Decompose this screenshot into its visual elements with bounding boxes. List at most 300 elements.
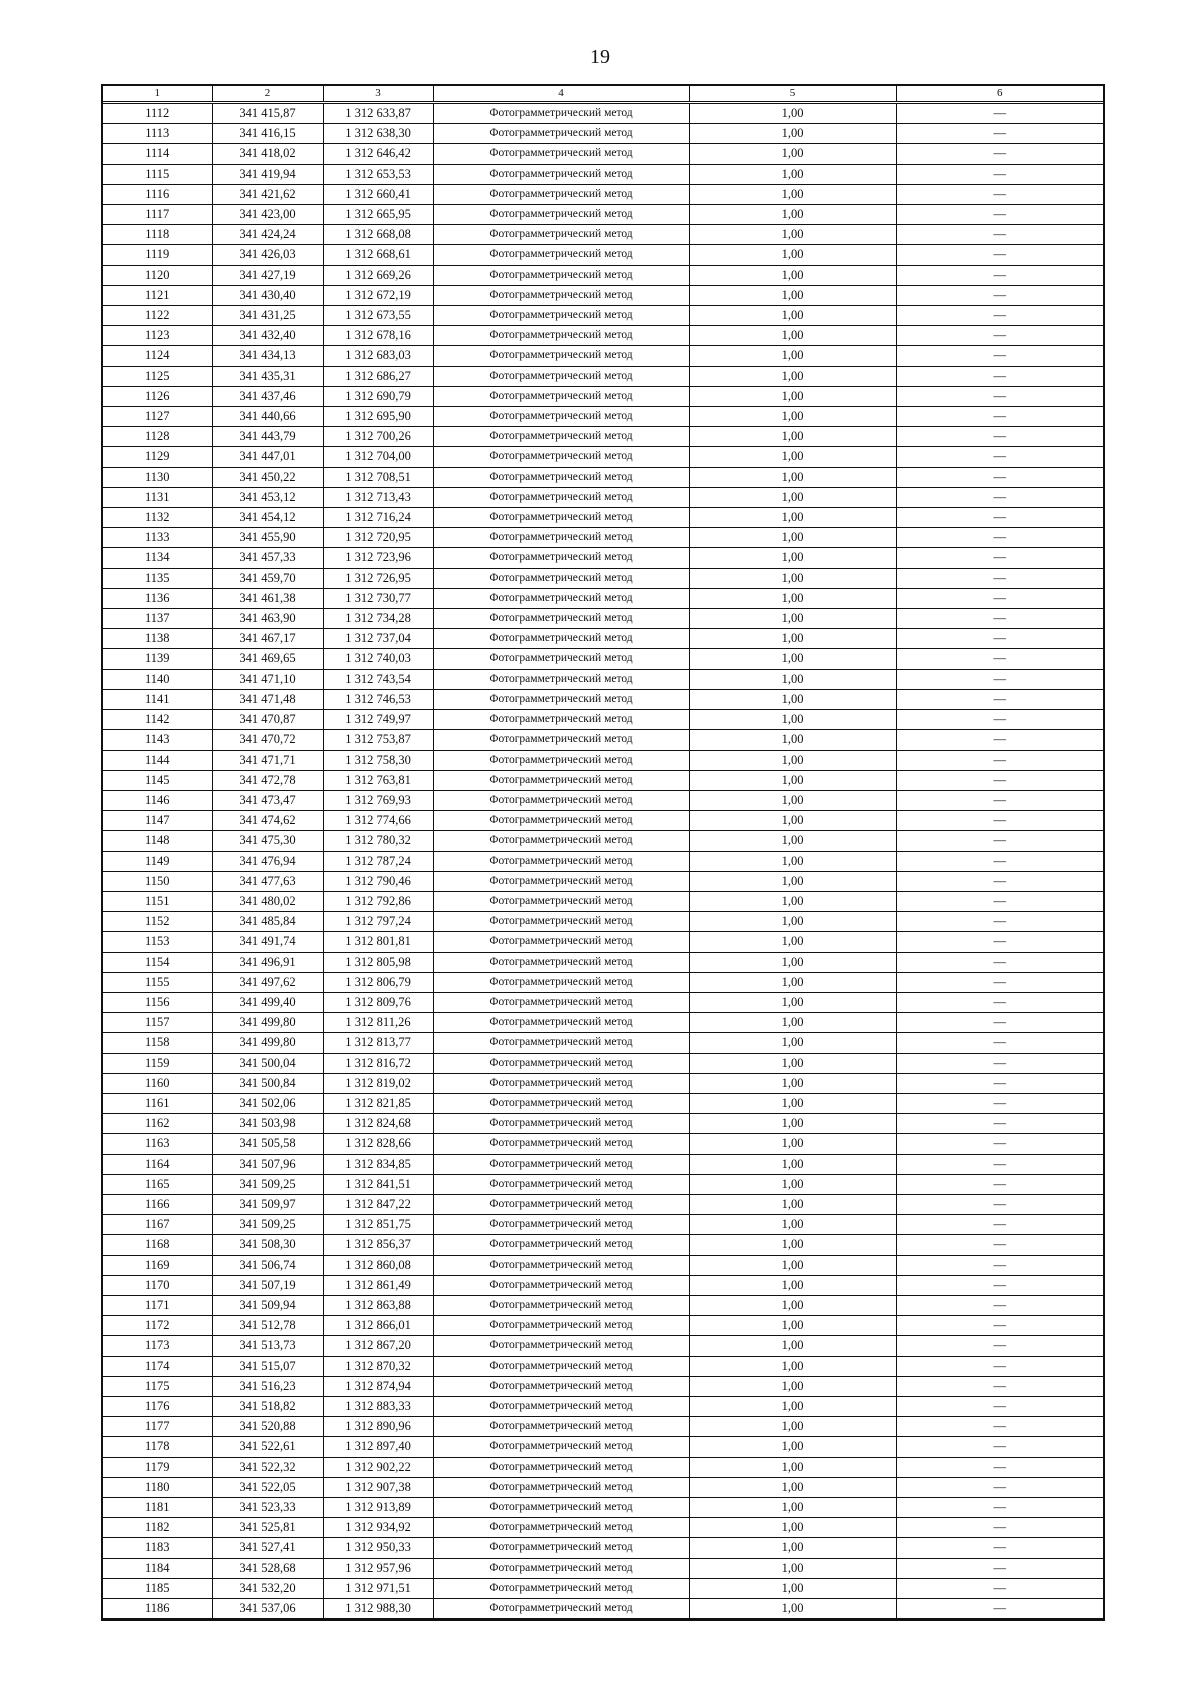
point-number-cell: 1182 (103, 1518, 212, 1538)
accuracy-cell: 1,00 (689, 1376, 896, 1396)
table-row (103, 629, 1103, 649)
table-row (103, 447, 1103, 467)
y-coordinate-cell: 1 312 763,81 (323, 770, 433, 790)
point-number-cell: 1155 (103, 972, 212, 992)
point-number-cell: 1130 (103, 467, 212, 487)
accuracy-cell: 1,00 (689, 770, 896, 790)
note-cell: — (896, 265, 1103, 285)
x-coordinate-cell: 341 500,84 (212, 1073, 323, 1093)
accuracy-cell: 1,00 (689, 912, 896, 932)
note-cell: — (896, 366, 1103, 386)
point-number-cell: 1140 (103, 669, 212, 689)
y-coordinate-cell: 1 312 809,76 (323, 992, 433, 1012)
accuracy-cell: 1,00 (689, 124, 896, 144)
accuracy-cell: 1,00 (689, 1558, 896, 1578)
accuracy-cell: 1,00 (689, 851, 896, 871)
table-row (103, 326, 1103, 346)
y-coordinate-cell: 1 312 633,87 (323, 103, 433, 124)
table-row (103, 811, 1103, 831)
point-number-cell: 1161 (103, 1093, 212, 1113)
point-number-cell: 1114 (103, 144, 212, 164)
y-coordinate-cell: 1 312 665,95 (323, 205, 433, 225)
point-number-cell: 1185 (103, 1578, 212, 1598)
point-number-cell: 1126 (103, 386, 212, 406)
accuracy-cell: 1,00 (689, 1174, 896, 1194)
note-cell: — (896, 1275, 1103, 1295)
accuracy-cell: 1,00 (689, 831, 896, 851)
method-cell: Фотограмметрический метод (433, 1053, 689, 1073)
y-coordinate-cell: 1 312 950,33 (323, 1538, 433, 1558)
table-row (103, 407, 1103, 427)
method-cell: Фотограмметрический метод (433, 1477, 689, 1497)
y-coordinate-cell: 1 312 847,22 (323, 1194, 433, 1214)
method-cell: Фотограмметрический метод (433, 1316, 689, 1336)
y-coordinate-cell: 1 312 686,27 (323, 366, 433, 386)
note-cell: — (896, 932, 1103, 952)
table-row (103, 689, 1103, 709)
note-cell: — (896, 1114, 1103, 1134)
point-number-cell: 1123 (103, 326, 212, 346)
table-row (103, 225, 1103, 245)
column-header-6: 6 (896, 86, 1103, 103)
note-cell: — (896, 790, 1103, 810)
y-coordinate-cell: 1 312 743,54 (323, 669, 433, 689)
y-coordinate-cell: 1 312 790,46 (323, 871, 433, 891)
y-coordinate-cell: 1 312 824,68 (323, 1114, 433, 1134)
x-coordinate-cell: 341 470,72 (212, 730, 323, 750)
table-row (103, 750, 1103, 770)
x-coordinate-cell: 341 471,71 (212, 750, 323, 770)
accuracy-cell: 1,00 (689, 407, 896, 427)
point-number-cell: 1128 (103, 427, 212, 447)
table-row (103, 932, 1103, 952)
table-row (103, 770, 1103, 790)
method-cell: Фотограмметрический метод (433, 568, 689, 588)
x-coordinate-cell: 341 503,98 (212, 1114, 323, 1134)
note-cell: — (896, 184, 1103, 204)
method-cell: Фотограмметрический метод (433, 265, 689, 285)
y-coordinate-cell: 1 312 821,85 (323, 1093, 433, 1113)
x-coordinate-cell: 341 418,02 (212, 144, 323, 164)
table-row (103, 265, 1103, 285)
table-row (103, 1255, 1103, 1275)
table-row (103, 1316, 1103, 1336)
method-cell: Фотограмметрический метод (433, 891, 689, 911)
method-cell: Фотограмметрический метод (433, 1417, 689, 1437)
y-coordinate-cell: 1 312 834,85 (323, 1154, 433, 1174)
point-number-cell: 1149 (103, 851, 212, 871)
table-row (103, 1215, 1103, 1235)
method-cell: Фотограмметрический метод (433, 467, 689, 487)
note-cell: — (896, 1336, 1103, 1356)
x-coordinate-cell: 341 515,07 (212, 1356, 323, 1376)
note-cell: — (896, 447, 1103, 467)
x-coordinate-cell: 341 537,06 (212, 1599, 323, 1619)
note-cell: — (896, 851, 1103, 871)
note-cell: — (896, 912, 1103, 932)
x-coordinate-cell: 341 528,68 (212, 1558, 323, 1578)
y-coordinate-cell: 1 312 805,98 (323, 952, 433, 972)
method-cell: Фотограмметрический метод (433, 1134, 689, 1154)
table-row (103, 1295, 1103, 1315)
point-number-cell: 1112 (103, 103, 212, 124)
x-coordinate-cell: 341 454,12 (212, 508, 323, 528)
accuracy-cell: 1,00 (689, 588, 896, 608)
table-row (103, 1013, 1103, 1033)
y-coordinate-cell: 1 312 749,97 (323, 710, 433, 730)
y-coordinate-cell: 1 312 851,75 (323, 1215, 433, 1235)
note-cell: — (896, 1477, 1103, 1497)
point-number-cell: 1157 (103, 1013, 212, 1033)
column-header-1: 1 (103, 86, 212, 103)
method-cell: Фотограмметрический метод (433, 588, 689, 608)
point-number-cell: 1136 (103, 588, 212, 608)
column-header-5: 5 (689, 86, 896, 103)
note-cell: — (896, 750, 1103, 770)
note-cell: — (896, 1397, 1103, 1417)
column-header-3: 3 (323, 86, 433, 103)
table-row (103, 1518, 1103, 1538)
table-row (103, 1558, 1103, 1578)
note-cell: — (896, 972, 1103, 992)
note-cell: — (896, 871, 1103, 891)
y-coordinate-cell: 1 312 668,08 (323, 225, 433, 245)
point-number-cell: 1116 (103, 184, 212, 204)
note-cell: — (896, 205, 1103, 225)
table-row (103, 1073, 1103, 1093)
y-coordinate-cell: 1 312 713,43 (323, 487, 433, 507)
x-coordinate-cell: 341 473,47 (212, 790, 323, 810)
point-number-cell: 1160 (103, 1073, 212, 1093)
accuracy-cell: 1,00 (689, 1457, 896, 1477)
table-row (103, 1235, 1103, 1255)
x-coordinate-cell: 341 505,58 (212, 1134, 323, 1154)
accuracy-cell: 1,00 (689, 1275, 896, 1295)
note-cell: — (896, 770, 1103, 790)
point-number-cell: 1181 (103, 1498, 212, 1518)
note-cell: — (896, 1073, 1103, 1093)
method-cell: Фотограмметрический метод (433, 1336, 689, 1356)
note-cell: — (896, 548, 1103, 568)
accuracy-cell: 1,00 (689, 1255, 896, 1275)
x-coordinate-cell: 341 532,20 (212, 1578, 323, 1598)
y-coordinate-cell: 1 312 720,95 (323, 528, 433, 548)
table-row (103, 1154, 1103, 1174)
y-coordinate-cell: 1 312 660,41 (323, 184, 433, 204)
note-cell: — (896, 1316, 1103, 1336)
method-cell: Фотограмметрический метод (433, 1194, 689, 1214)
point-number-cell: 1127 (103, 407, 212, 427)
point-number-cell: 1117 (103, 205, 212, 225)
point-number-cell: 1131 (103, 487, 212, 507)
x-coordinate-cell: 341 507,19 (212, 1275, 323, 1295)
method-cell: Фотограмметрический метод (433, 1437, 689, 1457)
method-cell: Фотограмметрический метод (433, 972, 689, 992)
point-number-cell: 1156 (103, 992, 212, 1012)
x-coordinate-cell: 341 415,87 (212, 103, 323, 124)
point-number-cell: 1173 (103, 1336, 212, 1356)
x-coordinate-cell: 341 435,31 (212, 366, 323, 386)
y-coordinate-cell: 1 312 730,77 (323, 588, 433, 608)
note-cell: — (896, 1053, 1103, 1073)
accuracy-cell: 1,00 (689, 790, 896, 810)
accuracy-cell: 1,00 (689, 992, 896, 1012)
point-number-cell: 1178 (103, 1437, 212, 1457)
x-coordinate-cell: 341 502,06 (212, 1093, 323, 1113)
point-number-cell: 1176 (103, 1397, 212, 1417)
table-row (103, 1275, 1103, 1295)
table-row (103, 144, 1103, 164)
x-coordinate-cell: 341 471,10 (212, 669, 323, 689)
y-coordinate-cell: 1 312 797,24 (323, 912, 433, 932)
x-coordinate-cell: 341 522,61 (212, 1437, 323, 1457)
accuracy-cell: 1,00 (689, 1578, 896, 1598)
note-cell: — (896, 1013, 1103, 1033)
note-cell: — (896, 103, 1103, 124)
method-cell: Фотограмметрический метод (433, 124, 689, 144)
point-number-cell: 1120 (103, 265, 212, 285)
table-row (103, 851, 1103, 871)
accuracy-cell: 1,00 (689, 891, 896, 911)
point-number-cell: 1115 (103, 164, 212, 184)
point-number-cell: 1139 (103, 649, 212, 669)
y-coordinate-cell: 1 312 678,16 (323, 326, 433, 346)
point-number-cell: 1146 (103, 790, 212, 810)
x-coordinate-cell: 341 419,94 (212, 164, 323, 184)
method-cell: Фотограмметрический метод (433, 851, 689, 871)
x-coordinate-cell: 341 499,40 (212, 992, 323, 1012)
y-coordinate-cell: 1 312 672,19 (323, 285, 433, 305)
method-cell: Фотограмметрический метод (433, 285, 689, 305)
note-cell: — (896, 225, 1103, 245)
note-cell: — (896, 1235, 1103, 1255)
accuracy-cell: 1,00 (689, 1194, 896, 1214)
point-number-cell: 1133 (103, 528, 212, 548)
point-number-cell: 1125 (103, 366, 212, 386)
accuracy-cell: 1,00 (689, 871, 896, 891)
x-coordinate-cell: 341 423,00 (212, 205, 323, 225)
point-number-cell: 1151 (103, 891, 212, 911)
method-cell: Фотограмметрический метод (433, 609, 689, 629)
table-row (103, 568, 1103, 588)
coordinates-table-container (101, 84, 1105, 1621)
y-coordinate-cell: 1 312 860,08 (323, 1255, 433, 1275)
x-coordinate-cell: 341 509,97 (212, 1194, 323, 1214)
note-cell: — (896, 407, 1103, 427)
method-cell: Фотограмметрический метод (433, 205, 689, 225)
note-cell: — (896, 1498, 1103, 1518)
note-cell: — (896, 689, 1103, 709)
accuracy-cell: 1,00 (689, 225, 896, 245)
accuracy-cell: 1,00 (689, 689, 896, 709)
y-coordinate-cell: 1 312 813,77 (323, 1033, 433, 1053)
accuracy-cell: 1,00 (689, 669, 896, 689)
y-coordinate-cell: 1 312 746,53 (323, 689, 433, 709)
table-row (103, 164, 1103, 184)
y-coordinate-cell: 1 312 716,24 (323, 508, 433, 528)
note-cell: — (896, 730, 1103, 750)
table-row (103, 184, 1103, 204)
x-coordinate-cell: 341 459,70 (212, 568, 323, 588)
accuracy-cell: 1,00 (689, 1073, 896, 1093)
method-cell: Фотограмметрический метод (433, 1356, 689, 1376)
note-cell: — (896, 326, 1103, 346)
table-row (103, 790, 1103, 810)
method-cell: Фотограмметрический метод (433, 366, 689, 386)
accuracy-cell: 1,00 (689, 1295, 896, 1315)
accuracy-cell: 1,00 (689, 1053, 896, 1073)
y-coordinate-cell: 1 312 700,26 (323, 427, 433, 447)
accuracy-cell: 1,00 (689, 205, 896, 225)
accuracy-cell: 1,00 (689, 1316, 896, 1336)
method-cell: Фотограмметрический метод (433, 487, 689, 507)
x-coordinate-cell: 341 509,25 (212, 1215, 323, 1235)
note-cell: — (896, 1154, 1103, 1174)
x-coordinate-cell: 341 508,30 (212, 1235, 323, 1255)
x-coordinate-cell: 341 421,62 (212, 184, 323, 204)
method-cell: Фотограмметрический метод (433, 1376, 689, 1396)
method-cell: Фотограмметрический метод (433, 750, 689, 770)
table-row (103, 649, 1103, 669)
table-row (103, 1498, 1103, 1518)
table-row (103, 346, 1103, 366)
method-cell: Фотограмметрический метод (433, 669, 689, 689)
accuracy-cell: 1,00 (689, 750, 896, 770)
x-coordinate-cell: 341 430,40 (212, 285, 323, 305)
table-row (103, 891, 1103, 911)
method-cell: Фотограмметрический метод (433, 1073, 689, 1093)
method-cell: Фотограмметрический метод (433, 245, 689, 265)
x-coordinate-cell: 341 522,32 (212, 1457, 323, 1477)
x-coordinate-cell: 341 447,01 (212, 447, 323, 467)
point-number-cell: 1154 (103, 952, 212, 972)
y-coordinate-cell: 1 312 856,37 (323, 1235, 433, 1255)
method-cell: Фотограмметрический метод (433, 952, 689, 972)
x-coordinate-cell: 341 499,80 (212, 1033, 323, 1053)
y-coordinate-cell: 1 312 646,42 (323, 144, 433, 164)
y-coordinate-cell: 1 312 867,20 (323, 1336, 433, 1356)
note-cell: — (896, 831, 1103, 851)
table-row (103, 992, 1103, 1012)
accuracy-cell: 1,00 (689, 144, 896, 164)
point-number-cell: 1134 (103, 548, 212, 568)
table-row (103, 1578, 1103, 1598)
coordinates-table (103, 86, 1103, 1618)
y-coordinate-cell: 1 312 695,90 (323, 407, 433, 427)
table-row (103, 366, 1103, 386)
accuracy-cell: 1,00 (689, 1599, 896, 1619)
y-coordinate-cell: 1 312 734,28 (323, 609, 433, 629)
y-coordinate-cell: 1 312 726,95 (323, 568, 433, 588)
table-header-row (103, 86, 1103, 103)
method-cell: Фотограмметрический метод (433, 427, 689, 447)
note-cell: — (896, 1558, 1103, 1578)
x-coordinate-cell: 341 469,65 (212, 649, 323, 669)
y-coordinate-cell: 1 312 816,72 (323, 1053, 433, 1073)
y-coordinate-cell: 1 312 708,51 (323, 467, 433, 487)
note-cell: — (896, 1174, 1103, 1194)
x-coordinate-cell: 341 522,05 (212, 1477, 323, 1497)
table-row (103, 386, 1103, 406)
table-row (103, 871, 1103, 891)
table-row (103, 952, 1103, 972)
note-cell: — (896, 1093, 1103, 1113)
accuracy-cell: 1,00 (689, 1013, 896, 1033)
y-coordinate-cell: 1 312 801,81 (323, 932, 433, 952)
x-coordinate-cell: 341 480,02 (212, 891, 323, 911)
accuracy-cell: 1,00 (689, 265, 896, 285)
note-cell: — (896, 992, 1103, 1012)
x-coordinate-cell: 341 461,38 (212, 588, 323, 608)
x-coordinate-cell: 341 424,24 (212, 225, 323, 245)
point-number-cell: 1169 (103, 1255, 212, 1275)
note-cell: — (896, 1356, 1103, 1376)
method-cell: Фотограмметрический метод (433, 1174, 689, 1194)
y-coordinate-cell: 1 312 819,02 (323, 1073, 433, 1093)
y-coordinate-cell: 1 312 897,40 (323, 1437, 433, 1457)
point-number-cell: 1124 (103, 346, 212, 366)
note-cell: — (896, 1578, 1103, 1598)
table-row (103, 1538, 1103, 1558)
y-coordinate-cell: 1 312 811,26 (323, 1013, 433, 1033)
accuracy-cell: 1,00 (689, 528, 896, 548)
point-number-cell: 1186 (103, 1599, 212, 1619)
y-coordinate-cell: 1 312 870,32 (323, 1356, 433, 1376)
y-coordinate-cell: 1 312 907,38 (323, 1477, 433, 1497)
accuracy-cell: 1,00 (689, 427, 896, 447)
method-cell: Фотограмметрический метод (433, 508, 689, 528)
y-coordinate-cell: 1 312 704,00 (323, 447, 433, 467)
method-cell: Фотограмметрический метод (433, 1295, 689, 1315)
y-coordinate-cell: 1 312 638,30 (323, 124, 433, 144)
y-coordinate-cell: 1 312 861,49 (323, 1275, 433, 1295)
accuracy-cell: 1,00 (689, 1356, 896, 1376)
method-cell: Фотограмметрический метод (433, 225, 689, 245)
point-number-cell: 1153 (103, 932, 212, 952)
x-coordinate-cell: 341 467,17 (212, 629, 323, 649)
x-coordinate-cell: 341 432,40 (212, 326, 323, 346)
accuracy-cell: 1,00 (689, 568, 896, 588)
method-cell: Фотограмметрический метод (433, 992, 689, 1012)
x-coordinate-cell: 341 476,94 (212, 851, 323, 871)
table-row (103, 710, 1103, 730)
y-coordinate-cell: 1 312 883,33 (323, 1397, 433, 1417)
point-number-cell: 1172 (103, 1316, 212, 1336)
note-cell: — (896, 245, 1103, 265)
table-row (103, 1336, 1103, 1356)
point-number-cell: 1118 (103, 225, 212, 245)
note-cell: — (896, 1033, 1103, 1053)
note-cell: — (896, 629, 1103, 649)
point-number-cell: 1177 (103, 1417, 212, 1437)
accuracy-cell: 1,00 (689, 184, 896, 204)
method-cell: Фотограмметрический метод (433, 689, 689, 709)
table-row (103, 528, 1103, 548)
point-number-cell: 1142 (103, 710, 212, 730)
method-cell: Фотограмметрический метод (433, 1215, 689, 1235)
y-coordinate-cell: 1 312 806,79 (323, 972, 433, 992)
method-cell: Фотограмметрический метод (433, 1578, 689, 1598)
x-coordinate-cell: 341 499,80 (212, 1013, 323, 1033)
table-row (103, 285, 1103, 305)
y-coordinate-cell: 1 312 913,89 (323, 1498, 433, 1518)
method-cell: Фотограмметрический метод (433, 1154, 689, 1174)
accuracy-cell: 1,00 (689, 1093, 896, 1113)
accuracy-cell: 1,00 (689, 1538, 896, 1558)
accuracy-cell: 1,00 (689, 1154, 896, 1174)
y-coordinate-cell: 1 312 683,03 (323, 346, 433, 366)
note-cell: — (896, 1255, 1103, 1275)
